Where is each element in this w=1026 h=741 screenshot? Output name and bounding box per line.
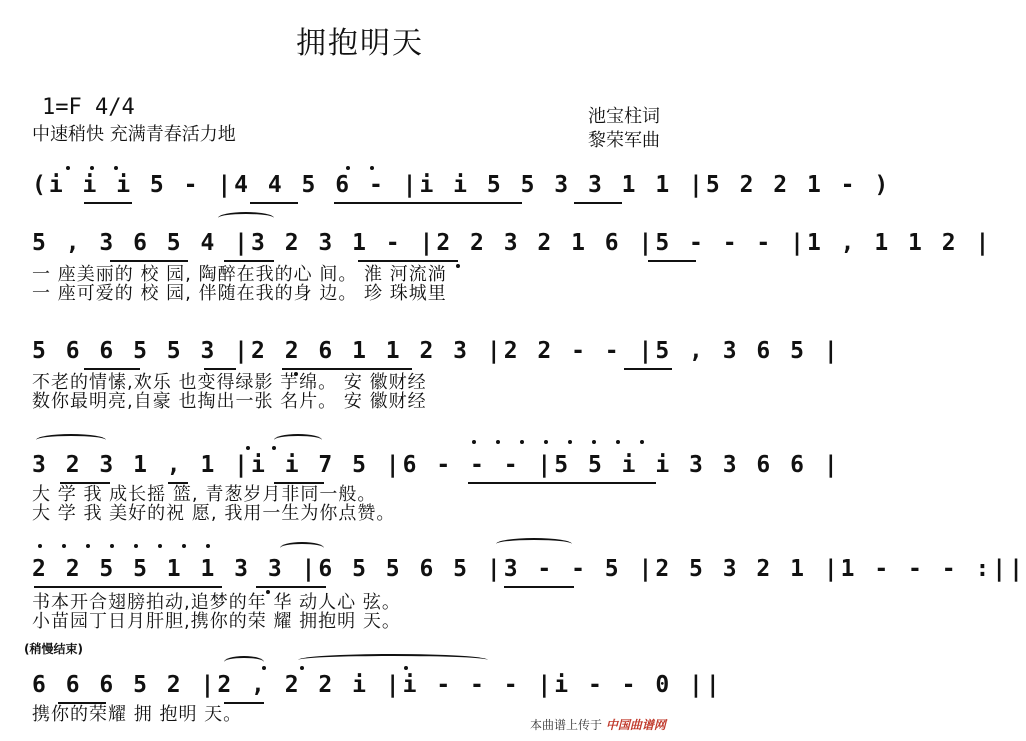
site-logo-text[interactable]: 中国曲谱网 <box>605 718 666 732</box>
tempo-marking: 中速稍快 充满青春活力地 <box>32 124 236 145</box>
staff-5-lyrics-verse-1: 书本开合翅膀拍动,追梦的年 华 动人心 弦。 <box>32 592 401 613</box>
staff-6-notes: 6 6 6 5 2 |2 , 2 2 i |i - - - |i - - 0 || <box>32 672 723 698</box>
staff-3 <box>28 334 841 374</box>
upload-credit-text: 本曲谱上传于 <box>530 718 603 732</box>
staff-6 <box>28 668 723 708</box>
staff-5-notes: 2 2 5 5 1 1 3 3 |6 5 5 6 5 |3 - - 5 |2 5 3 2 1 |1 - - - :|| <box>32 556 1026 582</box>
upload-credit <box>530 716 666 733</box>
staff-5 <box>28 552 1026 592</box>
staff-1 <box>28 168 892 208</box>
staff-1-notes: (i i i 5 - |4 4 5 6 - |i i 5 5 3 3 1 1 |5 2 2 1 - ) <box>32 172 892 198</box>
staff-6-lyrics: 携你的荣耀 拥 抱明 天。 <box>32 704 243 725</box>
staff-4-notes: 3 2 3 1 , 1 |i i 7 5 |6 - - - |5 5 i i 3 3 6 6 | <box>32 452 841 478</box>
staff-2-lyrics-verse-1: 一 座美丽的 校 园, 陶醉在我的心 间。 淮 河流淌 <box>32 264 447 285</box>
composer: 黎荣军曲 <box>588 130 660 151</box>
staff-3-notes: 5 6 6 5 5 3 |2 2 6 1 1 2 3 |2 2 - - |5 , 3 6 5 | <box>32 338 841 364</box>
staff-2 <box>28 226 993 266</box>
song-title: 拥抱明天 <box>296 26 424 61</box>
staff-2-lyrics-verse-2: 一 座可爱的 校 园, 伴随在我的身 边。 珍 珠城里 <box>32 283 447 304</box>
staff-3-lyrics-verse-2: 数你最明亮,自豪 也掏出一张 名片。 安 徽财经 <box>32 391 427 412</box>
key-signature: 1=F 4/4 <box>42 95 135 120</box>
staff-5-lyrics-verse-2: 小苗园丁日月肝胆,携你的荣 耀 拥抱明 天。 <box>32 611 401 632</box>
staff-4-lyrics-verse-1: 大 学 我 成长摇 篮, 青葱岁月非同一般。 <box>32 484 377 505</box>
staff-4 <box>28 448 841 488</box>
staff-4-lyrics-verse-2: 大 学 我 美好的祝 愿, 我用一生为你点赞。 <box>32 503 396 524</box>
credits <box>588 105 660 153</box>
lyricist: 池宝柱词 <box>588 106 660 127</box>
staff-2-notes: 5 , 3 6 5 4 |3 2 3 1 - |2 2 3 2 1 6 |5 - - - |1 , 1 1 2 | <box>32 230 993 256</box>
ending-tempo-tag: (稍慢结束) <box>24 642 83 656</box>
staff-3-lyrics-verse-1: 不老的情愫,欢乐 也变得绿影 芋绵。 安 徽财经 <box>32 372 427 393</box>
